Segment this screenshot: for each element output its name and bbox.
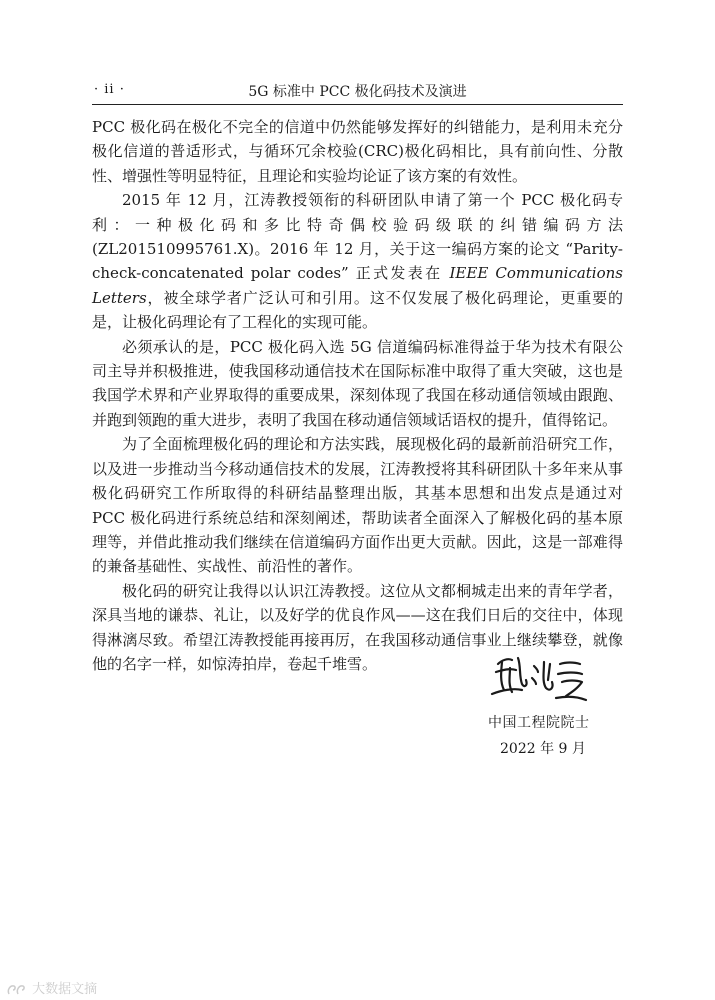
paragraph-2-text-a: 2015 年 12 月，江涛教授领衔的科研团队申请了第一个 PCC 极化码专利：一种极化码和多比特奇偶校验码级联的纠错编码方法(ZL201510995761.X)。2016 年 12 月，关于这一编码方案的论文 “Parity-check-concatenated polar codes” 正式发表在: [92, 191, 623, 283]
paragraph-2-text-b: ，被全球学者广泛认可和引用。这不仅发展了极化码理论，更重要的是，让极化码理论有了工程化的实现可能。: [92, 288, 623, 332]
body-text: [92, 115, 623, 676]
watermark-text: 大数据文摘: [32, 982, 98, 997]
paragraph-3: 必须承认的是，PCC 极化码入选 5G 信道编码标准得益于华为技术有限公司主导并积极推进，使我国移动通信技术在国际标准中取得了重大突破，这也是我国学术界和产业界取得的重要成果，深刻体现了我国在移动通信领域由跟跑、并跑到领跑的重大进步，表明了我国在移动通信领域话语权的提升，值得铭记。: [92, 337, 623, 429]
page-number: · ii ·: [94, 82, 125, 97]
paragraph-4: 为了全面梳理极化码的理论和方法实践，展现极化码的最新前沿研究工作，以及进一步推动当今移动通信技术的发展，江涛教授将其科研团队十多年来从事极化码研究工作所取得的科研结晶整理出版，其基本思想和出发点是通过对 PCC 极化码进行系统总结和深刻阐述，帮助读者全面深入了解极化码的基本原理等，并借此推动我们继续在信道编码方面作出更大贡献。因此，这是一部难得的兼备基础性、实战性、前沿性的著作。: [92, 435, 623, 576]
paragraph-2: [92, 188, 623, 334]
signature-date: 2022 年 9 月: [500, 741, 586, 757]
watermark: [6, 978, 97, 997]
journal-name: IEEE Communications Letters: [92, 264, 623, 307]
handwritten-signature: [488, 650, 588, 706]
page-header: [92, 80, 623, 105]
watermark-logo-icon: [6, 983, 28, 997]
signature-title: 中国工程院院士: [488, 715, 590, 731]
running-title: 5G 标准中 PCC 极化码技术及演进: [248, 84, 467, 100]
paragraph-5: 极化码的研究让我得以认识江涛教授。这位从文都桐城走出来的青年学者，深具当地的谦恭、礼让，以及好学的优良作风——这在我们日后的交往中，体现得淋漓尽致。希望江涛教授能再接再厉，在我国移动通信事业上继续攀登，就像他的名字一样，如惊涛拍岸，卷起千堆雪。: [92, 581, 623, 673]
paragraph-1: PCC 极化码在极化不完全的信道中仍然能够发挥好的纠错能力，是利用未充分极化信道的普适形式，与循环冗余校验(CRC)极化码相比，具有前向性、分散性、增强性等明显特征，且理论和实验均论证了该方案的有效性。: [92, 118, 623, 185]
